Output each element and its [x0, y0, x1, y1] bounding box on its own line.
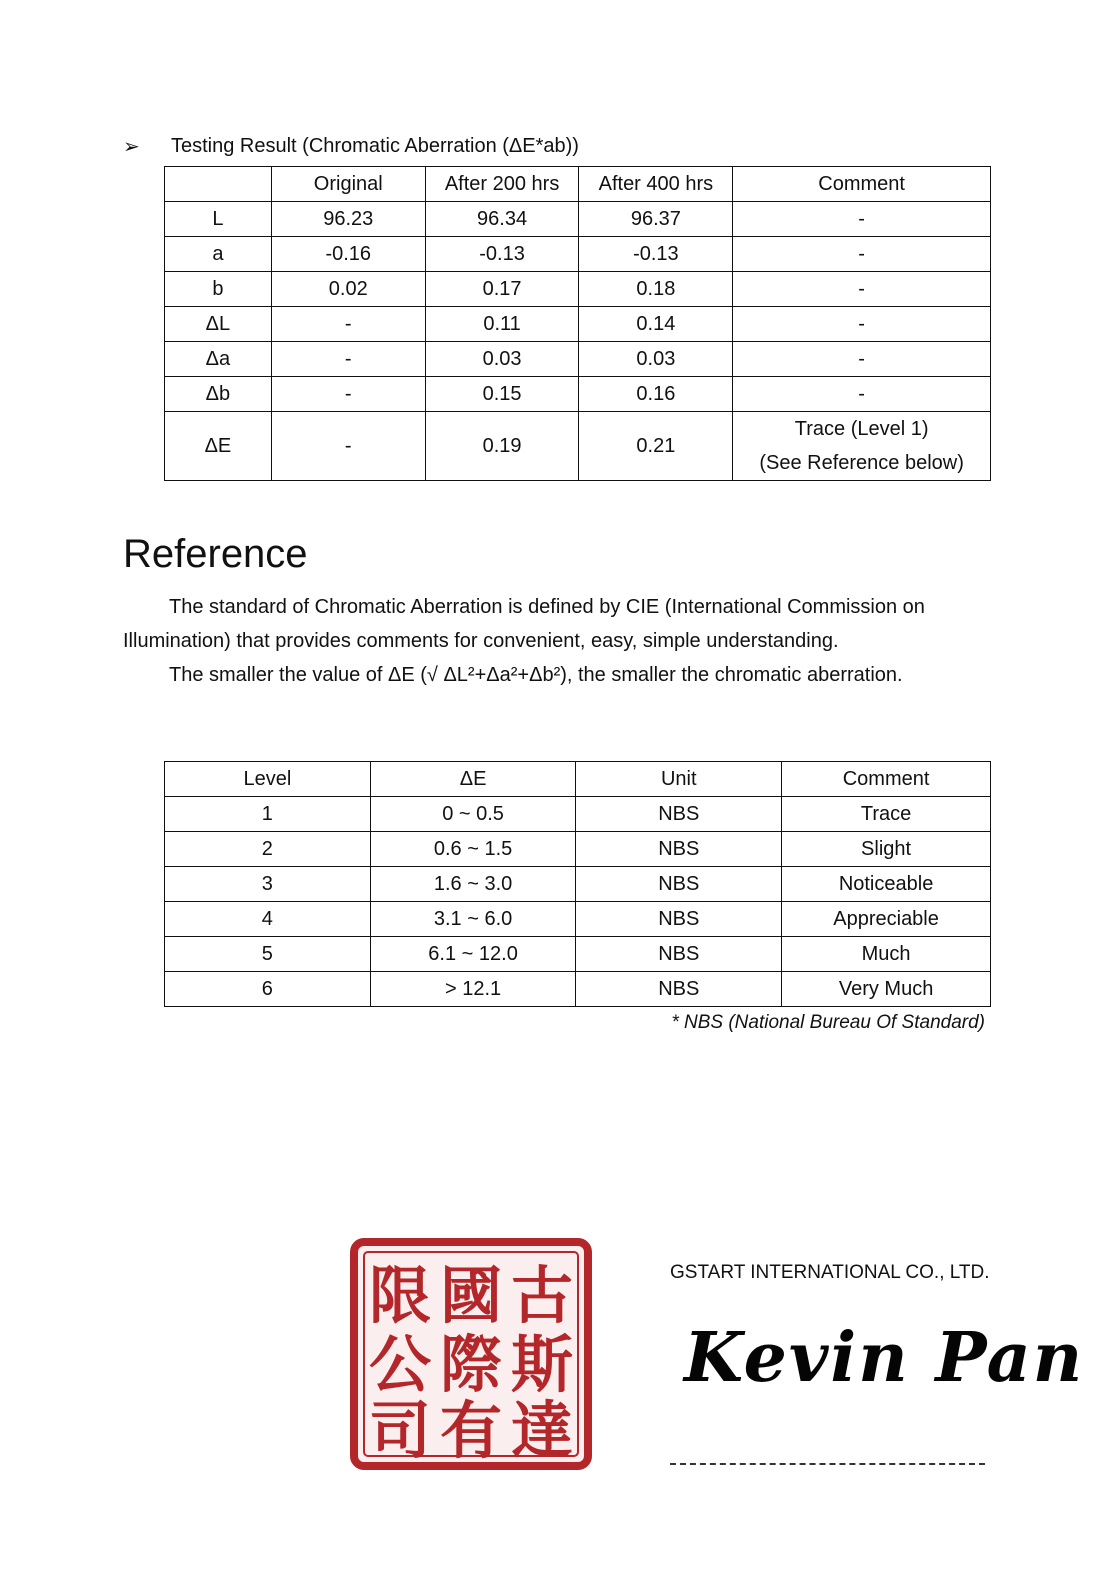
param-cell: a [165, 237, 272, 272]
after400-cell: 0.14 [579, 307, 733, 342]
level-cell: 1 [165, 797, 371, 832]
original-cell: 0.02 [271, 272, 425, 307]
delta-cell: > 12.1 [370, 972, 576, 1007]
handwritten-signature: Kevin Pan [684, 1318, 1085, 1398]
param-cell: ΔE [165, 412, 272, 481]
comment-cell [733, 412, 991, 481]
level-cell: 3 [165, 867, 371, 902]
original-cell: - [271, 342, 425, 377]
table-row [165, 902, 991, 937]
header-cell: Comment [733, 167, 991, 202]
param-cell: Δb [165, 377, 272, 412]
seal-character: 國 [439, 1259, 503, 1332]
original-cell: -0.16 [271, 237, 425, 272]
comment-cell: - [733, 202, 991, 237]
header-cell: After 200 hrs [425, 167, 579, 202]
unit-cell: NBS [576, 972, 782, 1007]
footnote: * NBS (National Bureau Of Standard) [671, 1012, 985, 1033]
table-row [165, 202, 991, 237]
delta-cell: 1.6 ~ 3.0 [370, 867, 576, 902]
comment-cell: Appreciable [782, 902, 991, 937]
param-cell: L [165, 202, 272, 237]
seal-character: 有 [439, 1394, 503, 1467]
comment-cell: Very Much [782, 972, 991, 1007]
after200-cell: 96.34 [425, 202, 579, 237]
table-row [165, 797, 991, 832]
delta-cell: 0.6 ~ 1.5 [370, 832, 576, 867]
level-cell: 4 [165, 902, 371, 937]
seal-characters [369, 1259, 573, 1467]
seal-character: 古 [510, 1259, 574, 1332]
header-cell [165, 167, 272, 202]
comment-cell: - [733, 342, 991, 377]
header-cell: Original [271, 167, 425, 202]
original-cell: - [271, 307, 425, 342]
results-header-row [165, 167, 991, 202]
table-row [165, 412, 991, 481]
delta-cell: 3.1 ~ 6.0 [370, 902, 576, 937]
seal-character: 際 [439, 1328, 503, 1401]
comment-line-1: Trace (Level 1) [794, 418, 929, 440]
table-row [165, 972, 991, 1007]
level-cell: 2 [165, 832, 371, 867]
table-row [165, 937, 991, 972]
comment-cell: Noticeable [782, 867, 991, 902]
reference-paragraph-1-text: The standard of Chromatic Aberration is defined by CIE (International Commission on Illumination) that provides comments for convenient, easy, simple understanding. [123, 596, 925, 652]
header-cell: Level [165, 762, 371, 797]
level-cell: 5 [165, 937, 371, 972]
after400-cell: 0.18 [579, 272, 733, 307]
seal-character: 限 [368, 1259, 432, 1332]
after200-cell: 0.19 [425, 412, 579, 481]
seal-character: 公 [368, 1328, 432, 1401]
level-cell: 6 [165, 972, 371, 1007]
reference-paragraph-2 [123, 658, 983, 692]
original-cell: - [271, 412, 425, 481]
after400-cell: 0.03 [579, 342, 733, 377]
after200-cell: 0.17 [425, 272, 579, 307]
after200-cell: 0.15 [425, 377, 579, 412]
levels-table [164, 761, 991, 1007]
comment-cell: - [733, 377, 991, 412]
reference-paragraph-2-text: The smaller the value of ΔE (√ ΔL²+Δa²+Δb²), the smaller the chromatic aberration. [169, 664, 903, 686]
reference-paragraph-1 [123, 590, 983, 658]
unit-cell: NBS [576, 797, 782, 832]
section-heading [123, 134, 579, 159]
unit-cell: NBS [576, 867, 782, 902]
comment-cell: Much [782, 937, 991, 972]
comment-cell: - [733, 237, 991, 272]
table-row [165, 342, 991, 377]
header-cell: Unit [576, 762, 782, 797]
param-cell: Δa [165, 342, 272, 377]
seal-character: 達 [510, 1394, 574, 1467]
reference-title: Reference [123, 532, 308, 576]
after200-cell: 0.11 [425, 307, 579, 342]
table-row [165, 272, 991, 307]
comment-cell: - [733, 272, 991, 307]
seal-character: 司 [368, 1394, 432, 1467]
company-seal [350, 1238, 592, 1470]
original-cell: - [271, 377, 425, 412]
after200-cell: 0.03 [425, 342, 579, 377]
header-cell: ΔE [370, 762, 576, 797]
section-heading-text: Testing Result (Chromatic Aberration (ΔE*ab)) [171, 135, 579, 157]
after400-cell: 96.37 [579, 202, 733, 237]
table-row [165, 237, 991, 272]
results-table [164, 166, 991, 481]
table-row [165, 832, 991, 867]
unit-cell: NBS [576, 902, 782, 937]
delta-cell: 0 ~ 0.5 [370, 797, 576, 832]
unit-cell: NBS [576, 832, 782, 867]
seal-character: 斯 [510, 1328, 574, 1401]
comment-cell: Slight [782, 832, 991, 867]
delta-cell: 6.1 ~ 12.0 [370, 937, 576, 972]
param-cell: b [165, 272, 272, 307]
table-row [165, 867, 991, 902]
comment-cell: - [733, 307, 991, 342]
company-name: GSTART INTERNATIONAL CO., LTD. [670, 1262, 990, 1283]
after400-cell: 0.16 [579, 377, 733, 412]
signature-line [670, 1463, 985, 1465]
after200-cell: -0.13 [425, 237, 579, 272]
levels-header-row [165, 762, 991, 797]
header-cell: Comment [782, 762, 991, 797]
original-cell: 96.23 [271, 202, 425, 237]
comment-cell: Trace [782, 797, 991, 832]
header-cell: After 400 hrs [579, 167, 733, 202]
param-cell: ΔL [165, 307, 272, 342]
arrow-bullet-icon: ➢ [123, 136, 140, 158]
after400-cell: 0.21 [579, 412, 733, 481]
table-row [165, 307, 991, 342]
unit-cell: NBS [576, 937, 782, 972]
comment-line-2: (See Reference below) [759, 452, 964, 474]
after400-cell: -0.13 [579, 237, 733, 272]
table-row [165, 377, 991, 412]
